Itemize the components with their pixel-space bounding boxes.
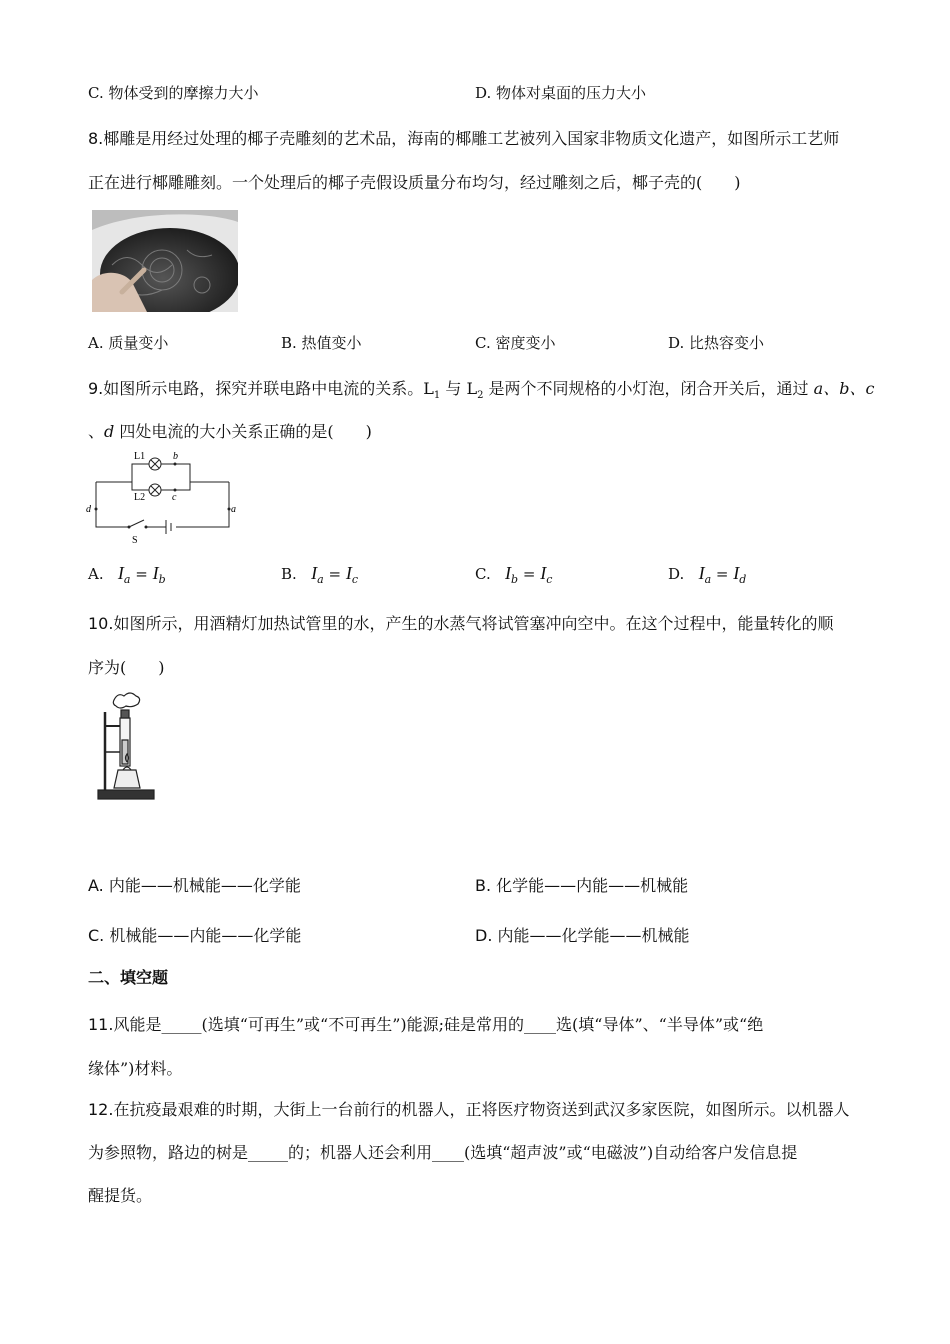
q7-option-c: C. 物体受到的摩擦力大小 (88, 84, 259, 102)
q9-option-a-label: A. (88, 565, 104, 583)
q10-number: 10. (88, 614, 114, 633)
q9-option-a-lhs-sub: a (123, 573, 131, 586)
q9-sub-2: 2 (477, 390, 484, 402)
q8-text-line2: 正在进行椰雕雕刻。一个处理后的椰子壳假设质量分布均匀，经过雕刻之后，椰子壳的( ) (88, 173, 741, 192)
label-l1: L1 (134, 451, 146, 462)
q10-option-a: A. 内能——机械能——化学能 (88, 876, 301, 895)
q8-line1: 椰雕是用经过处理的椰子壳雕刻的艺术品，海南的椰雕工艺被列入国家非物质文化遗产，如图所示工艺师 (103, 129, 840, 148)
q9-line1-part-b: 与 L (440, 379, 478, 398)
q10-text-line2: 序为( ) (88, 658, 165, 677)
q9-option-d-rhs: I (733, 563, 740, 583)
q9-option-b-lhs: I (311, 563, 318, 583)
label-a: a (231, 504, 236, 515)
q7-option-d: D. 物体对桌面的压力大小 (475, 84, 647, 102)
q11-text-line1 (88, 1012, 763, 1035)
q9-line2-part-c: 四处电流的大小关系正确的是( ) (114, 422, 372, 441)
q9-text-line1 (88, 376, 874, 401)
q12-line1: 在抗疫最艰难的时期，大街上一台前行的机器人，正将医疗物资送到武汉多家医院，如图所示。以机器人 (113, 1100, 850, 1119)
q9-option-d-lhs: I (698, 563, 705, 583)
q9-option-a (88, 563, 166, 586)
q8-number: 8. (88, 129, 104, 148)
q9-option-a-lhs: I (117, 563, 124, 583)
q8-option-a: A. 质量变小 (88, 334, 169, 352)
q9-option-b-eq: = (328, 565, 342, 583)
q12-number: 12. (88, 1100, 114, 1119)
q9-option-b-label: B. (281, 565, 297, 583)
q9-option-b (281, 563, 358, 586)
q10-option-c: C. 机械能——内能——化学能 (88, 926, 302, 945)
q9-option-a-eq: = (135, 565, 148, 583)
q9-option-b-lhs-sub: a (317, 573, 324, 586)
parallel-circuit-diagram (84, 447, 244, 545)
q9-number: 9. (88, 379, 104, 398)
q9-text-line2 (88, 419, 372, 442)
q10-option-b: B. 化学能——内能——机械能 (475, 876, 689, 895)
q9-option-d-eq: = (715, 565, 729, 583)
q12-text-line1 (88, 1097, 849, 1120)
q11-text-line2: 缘体”)材料。 (88, 1059, 183, 1078)
q9-option-d-label: D. (668, 565, 685, 583)
q8-option-d: D. 比热容变小 (668, 334, 765, 352)
q9-point-d: d (104, 422, 115, 441)
q9-line1-part-c: 是两个不同规格的小灯泡，闭合开关后，通过 (483, 379, 814, 398)
q9-sub-1: 1 (433, 390, 441, 402)
test-tube-heating-apparatus (96, 690, 158, 802)
label-c: c (172, 492, 177, 503)
q9-option-d (668, 563, 746, 586)
q9-points-abc: a、b、c (813, 379, 875, 398)
q11-number: 11. (88, 1015, 114, 1034)
q9-option-b-rhs-sub: c (351, 573, 358, 586)
q9-option-c-rhs: I (540, 563, 547, 583)
q9-option-b-rhs: I (345, 563, 352, 583)
q9-line2-part-a: 、 (88, 422, 105, 441)
q9-option-c-lhs-sub: b (511, 573, 519, 586)
label-b: b (173, 451, 178, 462)
q10-option-d: D. 内能——化学能——机械能 (475, 926, 690, 945)
q12-text-line2: 为参照物，路边的树是_____的；机器人还会利用____(选填“超声波”或“电磁波”)自动给客户发信息提 (88, 1143, 798, 1162)
q9-option-a-rhs-sub: b (158, 573, 166, 586)
label-s: S (132, 535, 138, 545)
section-heading-fill-in: 二、填空题 (88, 968, 169, 987)
q11-line1: 风能是_____(选填“可再生”或“不可再生”)能源;硅是常用的____选(填“导体”、“半导体”或“绝 (113, 1015, 764, 1034)
q9-option-d-lhs-sub: a (704, 573, 712, 586)
coconut-carving-photo (92, 210, 238, 312)
q9-option-c-rhs-sub: c (546, 573, 553, 586)
q10-line1: 如图所示，用酒精灯加热试管里的水，产生的水蒸气将试管塞冲向空中。在这个过程中，能量转化的顺 (113, 614, 834, 633)
q9-option-a-rhs: I (152, 563, 159, 583)
label-l2: L2 (134, 492, 146, 503)
q8-option-c: C. 密度变小 (475, 334, 556, 352)
q9-option-c-label: C. (475, 565, 491, 583)
q12-text-line3: 醒提货。 (88, 1186, 153, 1205)
q9-option-c-eq: = (522, 565, 536, 583)
q10-text-line1 (88, 611, 833, 634)
q9-option-c-lhs: I (505, 563, 512, 583)
q9-option-d-rhs-sub: d (739, 573, 747, 586)
q9-option-c (475, 563, 552, 586)
q8-text-line1 (88, 126, 839, 149)
q8-option-b: B. 热值变小 (281, 334, 362, 352)
label-d: d (86, 504, 91, 515)
q9-line1-part-a: 如图所示电路，探究并联电路中电流的关系。L (103, 379, 434, 398)
